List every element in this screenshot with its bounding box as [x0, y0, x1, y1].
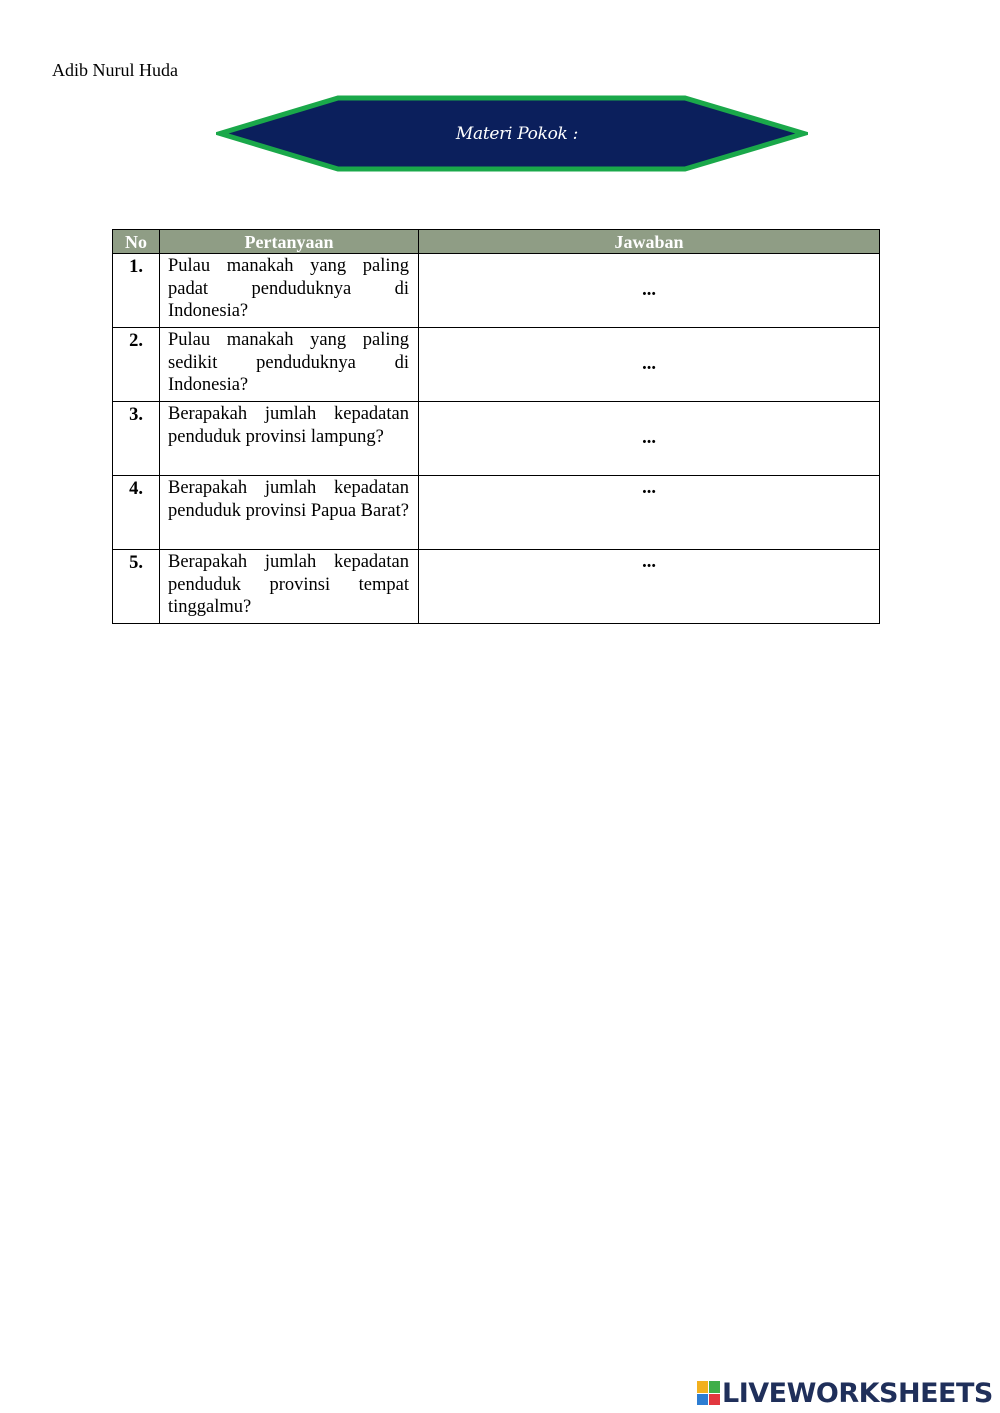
question-text: Berapakah jumlah kepadatan penduduk provinsi tempat tinggalmu?: [160, 550, 419, 624]
table-row: [113, 402, 880, 476]
row-number: 5.: [113, 550, 160, 624]
answer-field[interactable]: ...: [419, 476, 880, 550]
answer-field[interactable]: ...: [419, 328, 880, 402]
row-number: 2.: [113, 328, 160, 402]
author-name: Adib Nurul Huda: [52, 60, 178, 80]
question-text: Berapakah jumlah kepadatan penduduk provinsi Papua Barat?: [160, 476, 419, 550]
row-number: 3.: [113, 402, 160, 476]
table-header-row: [113, 230, 880, 254]
row-number: 1.: [113, 254, 160, 328]
table-row: [113, 328, 880, 402]
question-text: Pulau manakah yang paling sedikit penduduknya di Indonesia?: [160, 328, 419, 402]
header-answer: Jawaban: [419, 230, 880, 254]
brand-name: LIVEWORKSHEETS: [722, 1377, 993, 1409]
row-number: 4.: [113, 476, 160, 550]
answer-field[interactable]: ...: [419, 402, 880, 476]
table-row: [113, 550, 880, 624]
header-question: Pertanyaan: [160, 230, 419, 254]
banner-title: Materi Pokok :: [455, 123, 579, 144]
question-text: Berapakah jumlah kepadatan penduduk provinsi lampung?: [160, 402, 419, 476]
question-text: Pulau manakah yang paling padat penduduknya di Indonesia?: [160, 254, 419, 328]
header-no: No: [113, 230, 160, 254]
table-row: [113, 254, 880, 328]
liveworksheets-logo: [697, 1378, 993, 1408]
liveworksheets-logo-icon: [697, 1381, 720, 1405]
question-table: [112, 229, 880, 624]
answer-field[interactable]: ...: [419, 550, 880, 624]
answer-field[interactable]: ...: [419, 254, 880, 328]
table-row: [113, 476, 880, 550]
